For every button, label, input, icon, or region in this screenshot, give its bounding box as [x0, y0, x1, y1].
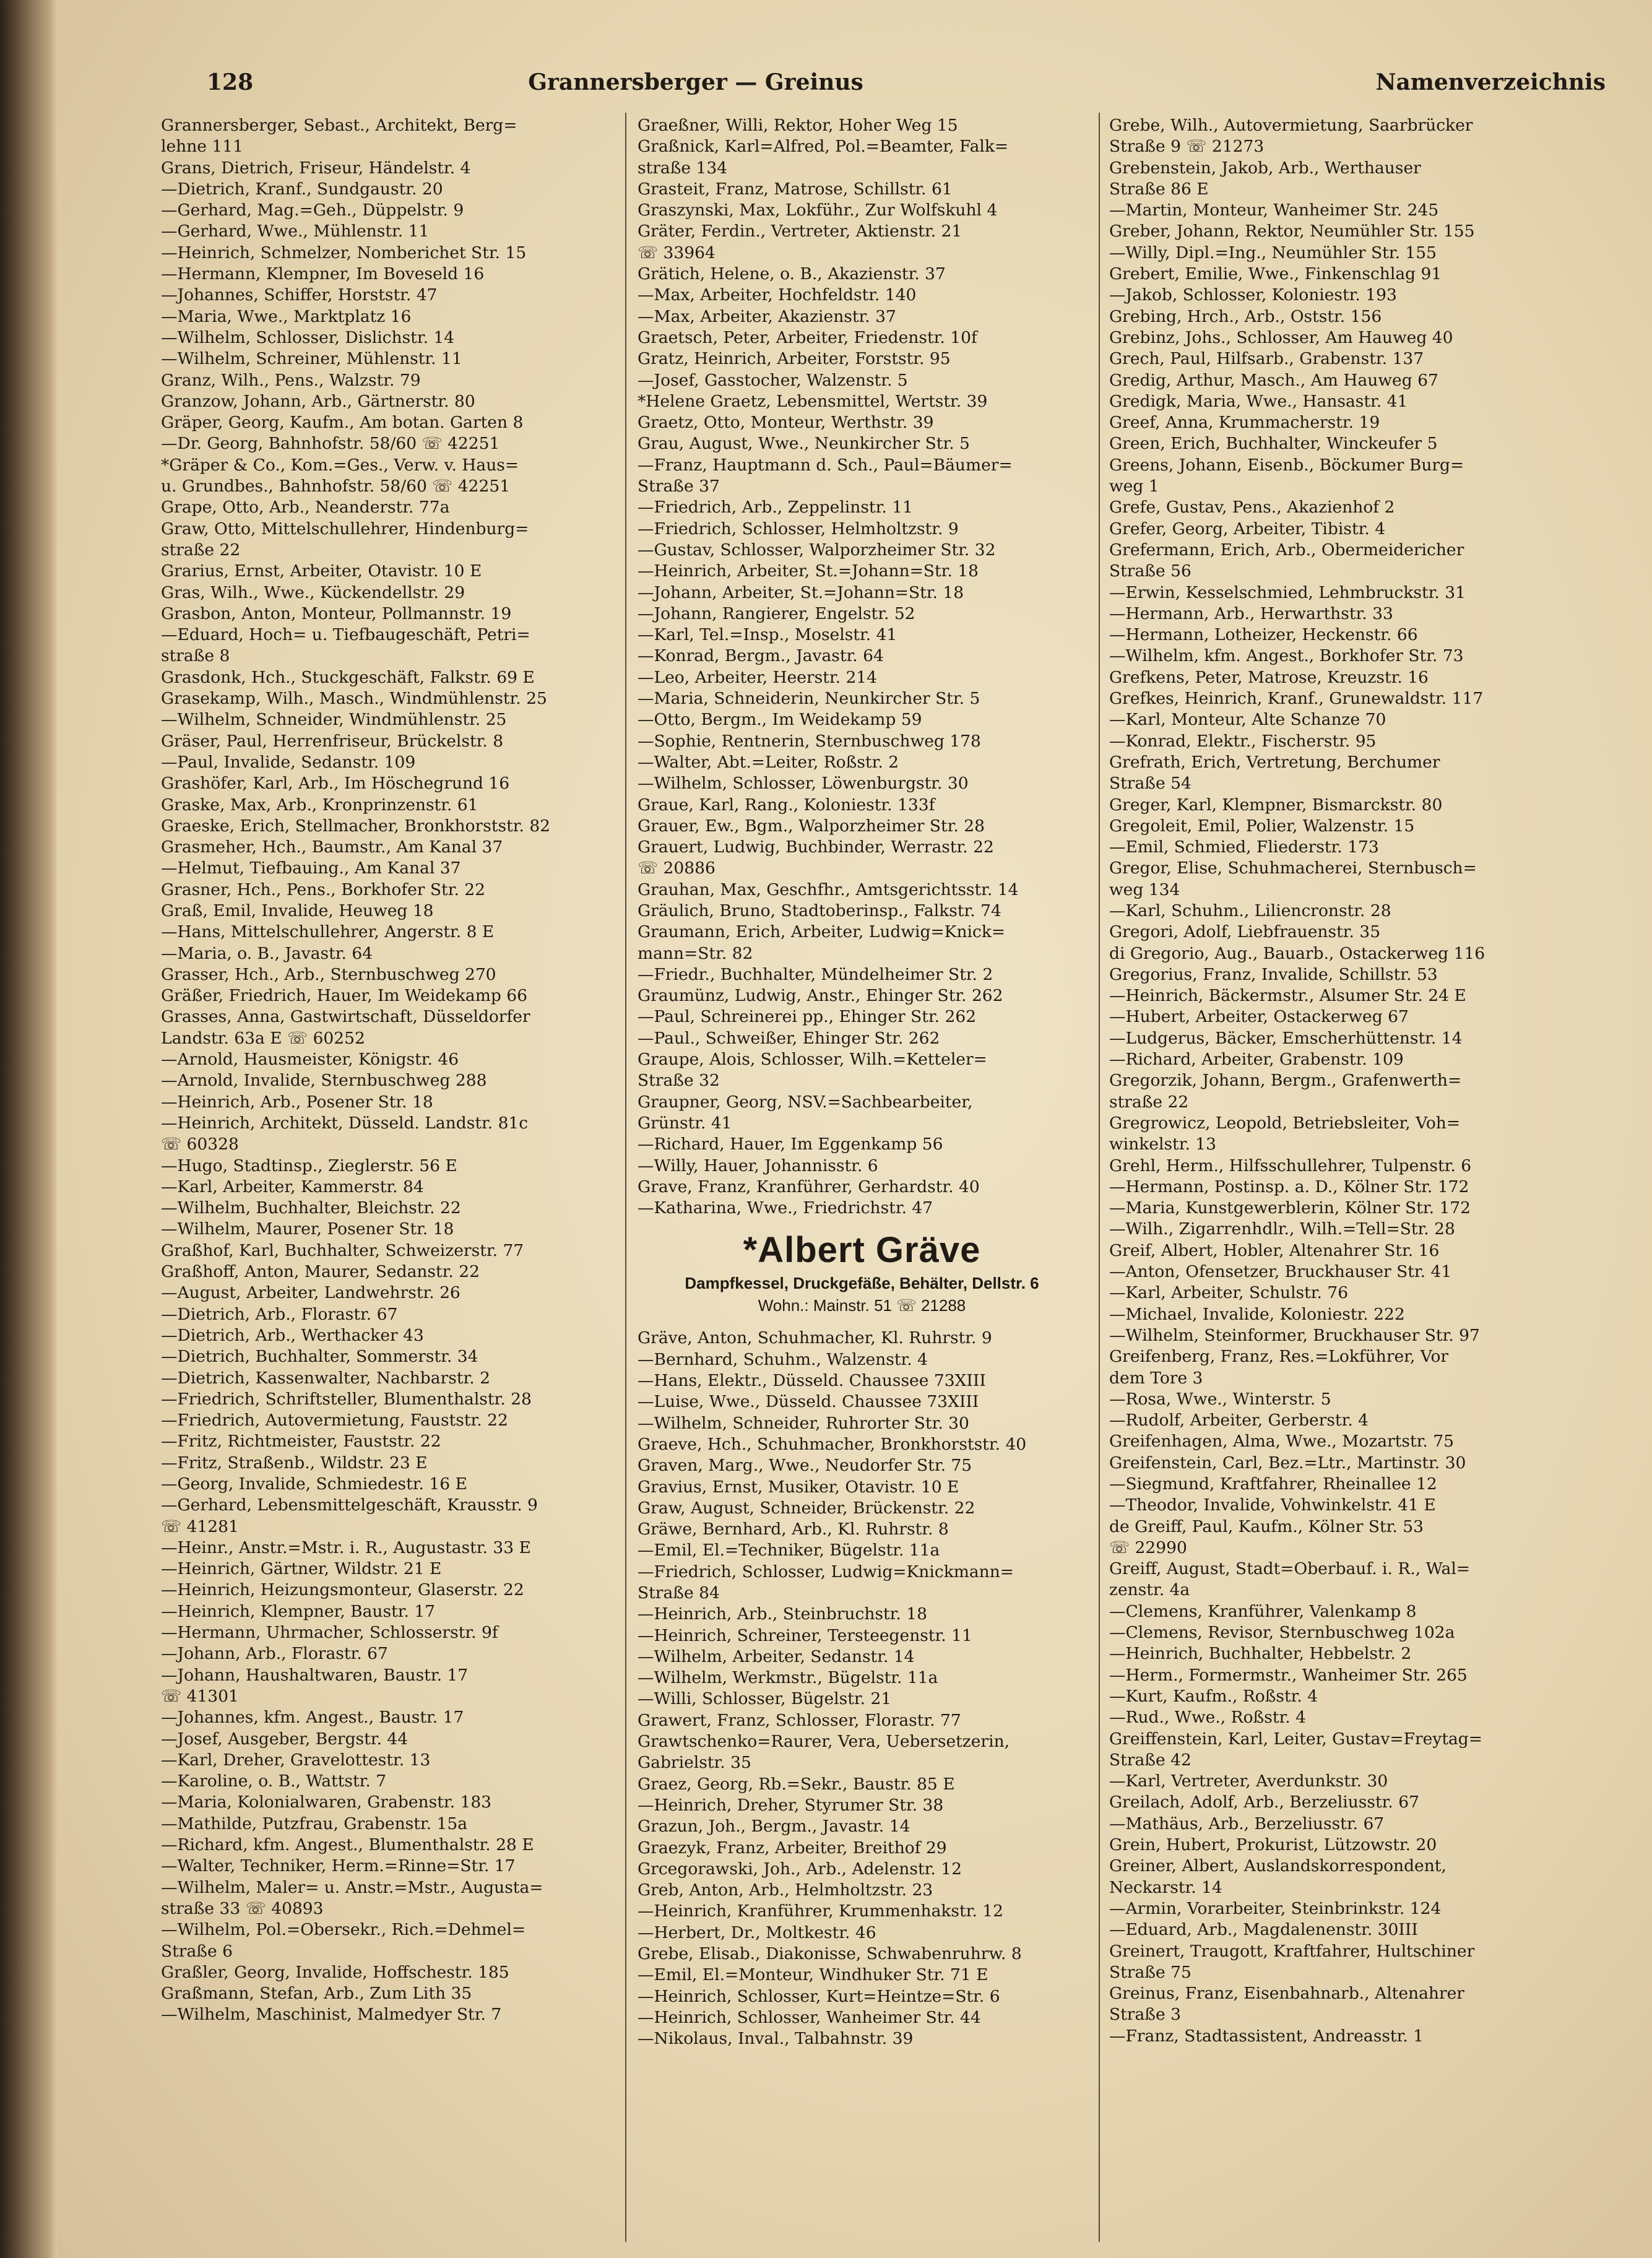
directory-entry: —Richard, Arbeiter, Grabenstr. 109: [1109, 1050, 1404, 1070]
directory-entry: Grefkes, Heinrich, Kranf., Grunewaldstr. 117: [1109, 689, 1484, 709]
directory-entry: Gras, Wilh., Wwe., Kückendellstr. 29: [161, 582, 465, 602]
directory-entry: Gräter, Ferdin., Vertreter, Aktienstr. 21: [638, 222, 962, 241]
directory-entry: —Josef, Gasstocher, Walzenstr. 5: [638, 370, 908, 390]
directory-entry: Green, Erich, Buchhalter, Winckeufer 5: [1109, 434, 1438, 454]
section-title: Namenverzeichnis: [1375, 69, 1606, 95]
directory-entry: Greens, Johann, Eisenb., Böckumer Burg=: [1109, 455, 1464, 475]
directory-entry: —Willy, Hauer, Johannisstr. 6: [638, 1156, 878, 1175]
directory-entry: —Walter, Techniker, Herm.=Rinne=Str. 17: [161, 1856, 516, 1876]
directory-entry: ☏ 33964: [638, 243, 716, 262]
directory-entry: —Hans, Mittelschullehrer, Angerstr. 8 E: [161, 922, 495, 942]
directory-entry: —Friedr., Buchhalter, Mündelheimer Str. 2: [638, 964, 993, 984]
directory-entry: straße 33 ☏ 40893: [161, 1898, 324, 1918]
directory-entry: Grefrath, Erich, Vertretung, Berchumer: [1109, 752, 1440, 772]
directory-entry: Grasekamp, Wilh., Masch., Windmühlenstr. 25: [161, 689, 547, 709]
directory-entry: Grawtschenko=Raurer, Vera, Uebersetzerin,: [638, 1732, 1010, 1752]
directory-entry: —Karl, Arbeiter, Schulstr. 76: [1109, 1283, 1349, 1303]
directory-entry: Graßler, Georg, Invalide, Hoffschestr. 185: [161, 1962, 509, 1982]
directory-entry: —Nikolaus, Inval., Talbahnstr. 39: [638, 2029, 914, 2049]
directory-entry: —Johann, Rangierer, Engelstr. 52: [638, 603, 915, 623]
directory-entry: Straße 54: [1109, 774, 1191, 794]
directory-entry: —Richard, kfm. Angest., Blumenthalstr. 28 E: [161, 1835, 534, 1855]
directory-entry: —Karl, Schuhm., Liliencronstr. 28: [1109, 901, 1391, 920]
directory-entry: Graupner, Georg, NSV.=Sachbearbeiter,: [638, 1092, 973, 1112]
directory-entry: —Theodor, Invalide, Vohwinkelstr. 41 E: [1109, 1495, 1436, 1515]
directory-entry: Greef, Anna, Krummacherstr. 19: [1109, 413, 1380, 433]
directory-entry: Gregorius, Franz, Invalide, Schillstr. 53: [1109, 964, 1438, 984]
directory-entry: Grauert, Ludwig, Buchbinder, Werrastr. 22: [638, 837, 994, 857]
directory-entry: —Konrad, Bergm., Javastr. 64: [638, 646, 884, 666]
directory-entry: ☏ 41301: [161, 1686, 239, 1706]
directory-entry: Straße 37: [638, 477, 720, 496]
directory-entry: Graeßner, Willi, Rektor, Hoher Weg 15: [638, 116, 958, 135]
directory-entry: Gräve, Anton, Schuhmacher, Kl. Ruhrstr. 9: [638, 1328, 992, 1348]
directory-entry: —Johann, Arb., Florastr. 67: [161, 1644, 388, 1664]
directory-entry: Graetsch, Peter, Arbeiter, Friedenstr. 10f: [638, 327, 977, 347]
directory-entry: —Armin, Vorarbeiter, Steinbrinkstr. 124: [1109, 1898, 1442, 1918]
directory-entry: —Helmut, Tiefbauing., Am Kanal 37: [161, 859, 461, 878]
directory-entry: Graue, Karl, Rang., Koloniestr. 133f: [638, 795, 935, 815]
directory-entry: Straße 86 E: [1109, 179, 1209, 199]
directory-entry: —Katharina, Wwe., Friedrichstr. 47: [638, 1198, 933, 1218]
directory-entry: —Hermann, Postinsp. a. D., Kölner Str. 172: [1109, 1177, 1469, 1196]
directory-entry: —Wilh., Zigarrenhdlr., Wilh.=Tell=Str. 28: [1109, 1219, 1455, 1239]
directory-entry: Grazun, Joh., Bergm., Javastr. 14: [638, 1817, 910, 1836]
directory-entry: —Karoline, o. B., Wattstr. 7: [161, 1771, 387, 1791]
directory-entry: Neckarstr. 14: [1109, 1877, 1222, 1897]
directory-entry: —Dietrich, Arb., Florastr. 67: [161, 1304, 398, 1324]
directory-entry: —Friedrich, Schriftsteller, Blumenthalstr. 28: [161, 1389, 532, 1409]
directory-entry: Grasbon, Anton, Monteur, Pollmannstr. 19: [161, 603, 512, 623]
directory-entry: Grätich, Helene, o. B., Akazienstr. 37: [638, 264, 946, 284]
directory-entry: Graßnick, Karl=Alfred, Pol.=Beamter, Falk=: [638, 137, 1009, 157]
directory-entry: ☏ 60328: [161, 1135, 239, 1154]
directory-entry: Grebe, Wilh., Autovermietung, Saarbrücker: [1109, 116, 1473, 135]
directory-entry: zenstr. 4a: [1109, 1580, 1190, 1600]
ad-products: Dampfkessel, Druckgefäße, Behälter, Dellstr. 6: [685, 1274, 1039, 1293]
directory-entry: Straße 42: [1109, 1750, 1191, 1770]
directory-entry: —Walter, Abt.=Leiter, Roßstr. 2: [638, 752, 899, 772]
directory-entry: —Wilhelm, Schlosser, Dislichstr. 14: [161, 327, 455, 347]
directory-entry: Gräulich, Bruno, Stadtoberinsp., Falkstr. 74: [638, 901, 1001, 920]
directory-entry: —Leo, Arbeiter, Heerstr. 214: [638, 667, 878, 687]
directory-entry: Grein, Hubert, Prokurist, Lützowstr. 20: [1109, 1835, 1437, 1855]
directory-entry: —Hermann, Uhrmacher, Schlosserstr. 9f: [161, 1623, 498, 1643]
directory-entry: —Hans, Elektr., Düsseld. Chaussee 73XIII: [638, 1371, 986, 1391]
directory-entry: —Sophie, Rentnerin, Sternbuschweg 178: [638, 731, 981, 751]
directory-column-1: [161, 115, 610, 2244]
directory-entry: Greb, Anton, Arb., Helmholtzstr. 23: [638, 1880, 933, 1900]
directory-entry: —Heinrich, Schlosser, Kurt=Heintze=Str. 6: [638, 1986, 1000, 2006]
directory-entry: Gregrowicz, Leopold, Betriebsleiter, Voh=: [1109, 1113, 1461, 1133]
directory-entry: Straße 6: [161, 1941, 233, 1961]
directory-entry: —Dietrich, Kranf., Sundgaustr. 20: [161, 179, 443, 199]
directory-entry: —Wilhelm, Maurer, Posener Str. 18: [161, 1219, 454, 1239]
directory-entry: Grauer, Ew., Bgm., Walporzheimer Str. 28: [638, 816, 985, 836]
directory-entry: Graw, August, Schneider, Brückenstr. 22: [638, 1498, 975, 1518]
running-title: Grannersberger — Greinus: [528, 69, 863, 95]
directory-entry: —Wilhelm, Schlosser, Löwenburgstr. 30: [638, 774, 969, 794]
directory-entry: Grasteit, Franz, Matrose, Schillstr. 61: [638, 179, 953, 199]
directory-entry: Gravius, Ernst, Musiker, Otavistr. 10 E: [638, 1477, 959, 1497]
column-2-entries-top: [638, 115, 1086, 1219]
directory-entry: weg 134: [1109, 880, 1180, 899]
directory-entry: Greifenberg, Franz, Res.=Lokführer, Vor: [1109, 1347, 1449, 1367]
directory-entry: —Georg, Invalide, Schmiedestr. 16 E: [161, 1474, 467, 1494]
directory-entry: —Dr. Georg, Bahnhofstr. 58/60 ☏ 42251: [161, 434, 500, 454]
directory-entry: —Eduard, Hoch= u. Tiefbaugeschäft, Petri=: [161, 625, 530, 645]
directory-entry: Gräßer, Friedrich, Hauer, Im Weidekamp 66: [161, 986, 527, 1006]
directory-entry: Grape, Otto, Arb., Neanderstr. 77a: [161, 498, 450, 517]
directory-entry: —Otto, Bergm., Im Weidekamp 59: [638, 710, 922, 730]
directory-entry: —Johann, Haushaltwaren, Baustr. 17: [161, 1665, 469, 1685]
directory-entry: —Wilhelm, kfm. Angest., Borkhofer Str. 73: [1109, 646, 1464, 666]
directory-entry: Gredig, Arthur, Masch., Am Hauweg 67: [1109, 370, 1438, 390]
directory-entry: —Hermann, Lotheizer, Heckenstr. 66: [1109, 625, 1418, 645]
directory-entry: —Michael, Invalide, Koloniestr. 222: [1109, 1304, 1405, 1324]
directory-entry: —Maria, Kolonialwaren, Grabenstr. 183: [161, 1793, 492, 1812]
directory-entry: —Luise, Wwe., Düsseld. Chaussee 73XIII: [638, 1392, 979, 1412]
directory-entry: —Gerhard, Lebensmittelgeschäft, Krausstr. 9: [161, 1495, 538, 1515]
directory-entry: Greinert, Traugott, Kraftfahrer, Hultschiner: [1109, 1941, 1475, 1961]
directory-entry: —Wilhelm, Steinformer, Bruckhauser Str. 97: [1109, 1325, 1480, 1345]
directory-entry: —Maria, Wwe., Marktplatz 16: [161, 306, 412, 326]
directory-entry: —Franz, Hauptmann d. Sch., Paul=Bäumer=: [638, 455, 1013, 475]
directory-entry: —Friedrich, Arb., Zeppelinstr. 11: [638, 498, 913, 517]
directory-entry: Straße 56: [1109, 561, 1191, 581]
directory-entry: —Anton, Ofensetzer, Bruckhauser Str. 41: [1109, 1262, 1452, 1282]
directory-entry: Grefe, Gustav, Pens., Akazienhof 2: [1109, 498, 1395, 517]
directory-entry: Grarius, Ernst, Arbeiter, Otavistr. 10 E: [161, 561, 482, 581]
directory-entry: Greilach, Adolf, Arb., Berzeliusstr. 67: [1109, 1793, 1419, 1812]
directory-entry: *Helene Graetz, Lebensmittel, Wertstr. 39: [638, 391, 988, 411]
directory-entry: —Heinrich, Gärtner, Wildstr. 21 E: [161, 1559, 442, 1579]
directory-entry: —Hubert, Arbeiter, Ostackerweg 67: [1109, 1007, 1409, 1027]
directory-entry: —Heinrich, Heizungsmonteur, Glaserstr. 22: [161, 1580, 524, 1600]
directory-entry: —Paul., Schweißer, Ehinger Str. 262: [638, 1028, 940, 1048]
page-header: [207, 69, 1606, 108]
directory-entry: Graß, Emil, Invalide, Heuweg 18: [161, 901, 434, 920]
directory-entry: —Wilhelm, Buchhalter, Bleichstr. 22: [161, 1198, 461, 1218]
directory-entry: Graupe, Alois, Schlosser, Wilh.=Ketteler=: [638, 1050, 987, 1070]
directory-entry: straße 22: [1109, 1092, 1189, 1112]
directory-entry: Gräwe, Bernhard, Arb., Kl. Ruhrstr. 8: [638, 1520, 949, 1539]
directory-entry: Gredigk, Maria, Wwe., Hansastr. 41: [1109, 391, 1408, 411]
directory-entry: Grünstr. 41: [638, 1113, 732, 1133]
directory-entry: Grau, August, Wwe., Neunkircher Str. 5: [638, 434, 970, 454]
directory-entry: —Heinrich, Dreher, Styrumer Str. 38: [638, 1795, 944, 1815]
directory-entry: —Mathäus, Arb., Berzeliusstr. 67: [1109, 1814, 1385, 1833]
directory-entry: Grebert, Emilie, Wwe., Finkenschlag 91: [1109, 264, 1442, 284]
directory-entry: Greifenstein, Carl, Bez.=Ltr., Martinstr. 30: [1109, 1453, 1466, 1473]
directory-entry: Graezyk, Franz, Arbeiter, Breithof 29: [638, 1838, 947, 1858]
directory-entry: —Karl, Vertreter, Averdunkstr. 30: [1109, 1771, 1388, 1791]
directory-entry: Grans, Dietrich, Friseur, Händelstr. 4: [161, 158, 471, 178]
directory-entry: —Johannes, kfm. Angest., Baustr. 17: [161, 1708, 464, 1728]
directory-entry: —Rudolf, Arbeiter, Gerberstr. 4: [1109, 1411, 1369, 1430]
directory-entry: winkelstr. 13: [1109, 1135, 1217, 1154]
directory-entry: Graw, Otto, Mittelschullehrer, Hindenburg=: [161, 519, 529, 539]
directory-entry: —Wilhelm, Maschinist, Malmedyer Str. 7: [161, 2005, 502, 2025]
directory-entry: —Hermann, Klempner, Im Boveseld 16: [161, 264, 485, 284]
directory-entry: —Heinrich, Schmelzer, Nomberichet Str. 15: [161, 243, 527, 262]
directory-entry: —Karl, Dreher, Gravelottestr. 13: [161, 1750, 431, 1770]
directory-entry: Grebing, Hrch., Arb., Oststr. 156: [1109, 306, 1382, 326]
directory-entry: —Karl, Tel.=Insp., Moselstr. 41: [638, 625, 897, 645]
directory-entry: —Gerhard, Wwe., Mühlenstr. 11: [161, 222, 430, 241]
directory-entry: Grashöfer, Karl, Arb., Im Höschegrund 16: [161, 774, 510, 794]
directory-entry: —Dietrich, Buchhalter, Sommerstr. 34: [161, 1347, 478, 1367]
directory-entry: Gregoleit, Emil, Polier, Walzenstr. 15: [1109, 816, 1415, 836]
directory-entry: —Heinrich, Schreiner, Tersteegenstr. 11: [638, 1625, 972, 1645]
directory-entry: —Herm., Formermstr., Wanheimer Str. 265: [1109, 1665, 1468, 1685]
directory-entry: —Clemens, Revisor, Sternbuschweg 102a: [1109, 1623, 1455, 1643]
directory-entry: Graetz, Otto, Monteur, Werthstr. 39: [638, 413, 934, 433]
book-binding: [0, 0, 57, 2258]
directory-entry: Grebenstein, Jakob, Arb., Werthauser: [1109, 158, 1421, 178]
directory-entry: —Hugo, Stadtinsp., Zieglerstr. 56 E: [161, 1156, 457, 1175]
directory-entry: Graszynski, Max, Lokführ., Zur Wolfskuhl 4: [638, 201, 998, 220]
directory-entry: Grasdonk, Hch., Stuckgeschäft, Falkstr. 69 E: [161, 667, 535, 687]
directory-entry: —Erwin, Kesselschmied, Lehmbruckstr. 31: [1109, 582, 1466, 602]
directory-entry: —Emil, El.=Techniker, Bügelstr. 11a: [638, 1541, 940, 1560]
directory-entry: Graßmann, Stefan, Arb., Zum Lith 35: [161, 1984, 472, 2004]
directory-entry: —Paul, Invalide, Sedanstr. 109: [161, 752, 416, 772]
directory-entry: Grebinz, Johs., Schlosser, Am Hauweg 40: [1109, 327, 1453, 347]
directory-entry: —Paul, Schreinerei pp., Ehinger Str. 262: [638, 1007, 977, 1027]
directory-entry: u. Grundbes., Bahnhofstr. 58/60 ☏ 42251: [161, 477, 511, 496]
directory-entry: Grebe, Elisab., Diakonisse, Schwabenruhrw. 8: [638, 1944, 1022, 1964]
directory-entry: —Konrad, Elektr., Fischerstr. 95: [1109, 731, 1377, 751]
directory-entry: Gabrielstr. 35: [638, 1753, 751, 1773]
directory-entry: —Max, Arbeiter, Akazienstr. 37: [638, 306, 896, 326]
directory-entry: —Johann, Arbeiter, St.=Johann=Str. 18: [638, 582, 964, 602]
directory-entry: Straße 75: [1109, 1962, 1191, 1982]
directory-entry: Grefer, Georg, Arbeiter, Tibistr. 4: [1109, 519, 1386, 539]
directory-entry: —Jakob, Schlosser, Koloniestr. 193: [1109, 285, 1397, 305]
directory-entry: —Rud., Wwe., Roßstr. 4: [1109, 1708, 1306, 1728]
directory-entry: Grasses, Anna, Gastwirtschaft, Düsseldorfer: [161, 1007, 530, 1027]
directory-entry: —Heinrich, Arb., Posener Str. 18: [161, 1092, 433, 1112]
directory-entry: Grauhan, Max, Geschfhr., Amtsgerichtsstr. 14: [638, 880, 1019, 899]
directory-entry: —Wilhelm, Schneider, Ruhrorter Str. 30: [638, 1413, 969, 1433]
directory-entry: —Clemens, Kranführer, Valenkamp 8: [1109, 1601, 1417, 1621]
directory-entry: Gregor, Elise, Schuhmacherei, Sternbusch=: [1109, 859, 1477, 878]
directory-entry: —Heinrich, Buchhalter, Hebbelstr. 2: [1109, 1644, 1412, 1664]
directory-entry: —Emil, El.=Monteur, Windhuker Str. 71 E: [638, 1965, 988, 1985]
directory-entry: —Heinrich, Kranführer, Krummenhakstr. 12: [638, 1901, 1003, 1921]
directory-entry: Grasmeher, Hch., Baumstr., Am Kanal 37: [161, 837, 503, 857]
directory-column-3: [1109, 115, 1604, 2244]
directory-entry: Graumünz, Ludwig, Anstr., Ehinger Str. 262: [638, 986, 1003, 1006]
directory-entry: —Heinrich, Arbeiter, St.=Johann=Str. 18: [638, 561, 979, 581]
directory-entry: Grasner, Hch., Pens., Borkhofer Str. 22: [161, 880, 486, 899]
directory-entry: lehne 111: [161, 137, 243, 157]
advertisement-albert-graeve: [638, 1229, 1086, 1317]
directory-entry: straße 134: [638, 158, 728, 178]
directory-entry: —Richard, Hauer, Im Eggenkamp 56: [638, 1135, 943, 1154]
directory-entry: —Mathilde, Putzfrau, Grabenstr. 15a: [161, 1814, 468, 1833]
directory-entry: —Heinrich, Architekt, Düsseld. Landstr. 81c: [161, 1113, 529, 1133]
directory-entry: weg 1: [1109, 477, 1159, 496]
directory-entry: —Bernhard, Schuhm., Walzenstr. 4: [638, 1349, 928, 1369]
directory-entry: Graßhoff, Anton, Maurer, Sedanstr. 22: [161, 1262, 480, 1282]
directory-entry: —Johannes, Schiffer, Horststr. 47: [161, 285, 438, 305]
directory-entry: Straße 32: [638, 1071, 720, 1091]
directory-entry: Landstr. 63a E ☏ 60252: [161, 1028, 365, 1048]
directory-entry: Greifenhagen, Alma, Wwe., Mozartstr. 75: [1109, 1432, 1454, 1451]
directory-entry: —Willi, Schlosser, Bügelstr. 21: [638, 1689, 892, 1709]
directory-entry: —Max, Arbeiter, Hochfeldstr. 140: [638, 285, 917, 305]
directory-entry: Granz, Wilh., Pens., Walzstr. 79: [161, 370, 421, 390]
directory-entry: —Wilhelm, Schreiner, Mühlenstr. 11: [161, 349, 462, 369]
directory-entry: —Gerhard, Mag.=Geh., Düppelstr. 9: [161, 201, 464, 220]
directory-entry: Straße 84: [638, 1583, 720, 1603]
directory-entry: —Maria, Schneiderin, Neunkircher Str. 5: [638, 689, 980, 709]
directory-entry: straße 8: [161, 646, 230, 666]
ad-company-name: *Albert Gräve: [743, 1230, 981, 1271]
directory-entry: —Josef, Ausgeber, Bergstr. 44: [161, 1729, 409, 1749]
directory-entry: —Heinrich, Schlosser, Wanheimer Str. 44: [638, 2007, 981, 2027]
directory-entry: —Gustav, Schlosser, Walporzheimer Str. 32: [638, 540, 996, 560]
directory-entry: —Friedrich, Autovermietung, Fauststr. 22: [161, 1411, 508, 1430]
directory-entry: Gräper, Georg, Kaufm., Am botan. Garten 8: [161, 413, 524, 433]
column-rule: [1099, 113, 1100, 2242]
column-rule: [625, 113, 626, 2242]
directory-entry: —Wilhelm, Werkmstr., Bügelstr. 11a: [638, 1668, 938, 1688]
directory-entry: Greinus, Franz, Eisenbahnarb., Altenahrer: [1109, 1984, 1464, 2004]
directory-entry: —Wilhelm, Schneider, Windmühlenstr. 25: [161, 710, 507, 730]
directory-entry: Greiff, August, Stadt=Oberbauf. i. R., Wal=: [1109, 1559, 1471, 1579]
directory-entry: Graske, Max, Arb., Kronprinzenstr. 61: [161, 795, 478, 815]
directory-entry: Grave, Franz, Kranführer, Gerhardstr. 40: [638, 1177, 980, 1196]
directory-entry: Straße 9 ☏ 21273: [1109, 137, 1265, 157]
directory-entry: Straße 3: [1109, 2005, 1181, 2025]
directory-entry: Greif, Albert, Hobler, Altenahrer Str. 16: [1109, 1240, 1440, 1260]
directory-entry: —Wilhelm, Arbeiter, Sedanstr. 14: [638, 1646, 915, 1666]
directory-entry: —Wilhelm, Pol.=Obersekr., Rich.=Dehmel=: [161, 1920, 526, 1940]
directory-entry: —Fritz, Richtmeister, Fauststr. 22: [161, 1432, 441, 1451]
directory-entry: —Rosa, Wwe., Winterstr. 5: [1109, 1389, 1331, 1409]
directory-entry: de Greiff, Paul, Kaufm., Kölner Str. 53: [1109, 1516, 1424, 1536]
directory-entry: mann=Str. 82: [638, 943, 753, 963]
directory-entry: —Friedrich, Schlosser, Ludwig=Knickmann=: [638, 1562, 1014, 1581]
directory-entry: ☏ 20886: [638, 859, 716, 878]
directory-entry: —Arnold, Hausmeister, Königstr. 46: [161, 1050, 459, 1070]
directory-entry: ☏ 41281: [161, 1516, 239, 1536]
directory-entry: Grannersberger, Sebast., Architekt, Berg=: [161, 116, 517, 135]
directory-entry: Graeske, Erich, Stellmacher, Bronkhorststr. 82: [161, 816, 551, 836]
directory-entry: Gräser, Paul, Herrenfriseur, Brückelstr. 8: [161, 731, 504, 751]
directory-entry: Graumann, Erich, Arbeiter, Ludwig=Knick=: [638, 922, 1006, 942]
directory-entry: Graez, Georg, Rb.=Sekr., Baustr. 85 E: [638, 1774, 955, 1794]
directory-entry: —Dietrich, Arb., Werthacker 43: [161, 1325, 424, 1345]
directory-entry: Greiffenstein, Karl, Leiter, Gustav=Freytag=: [1109, 1729, 1482, 1749]
directory-entry: —Arnold, Invalide, Sternbuschweg 288: [161, 1071, 487, 1091]
directory-entry: —Emil, Schmied, Fliederstr. 173: [1109, 837, 1379, 857]
directory-entry: Graeve, Hch., Schuhmacher, Bronkhorststr. 40: [638, 1434, 1027, 1454]
directory-entry: —Maria, Kunstgewerblerin, Kölner Str. 172: [1109, 1198, 1471, 1218]
directory-entry: Granzow, Johann, Arb., Gärtnerstr. 80: [161, 391, 475, 411]
directory-entry: Greger, Karl, Klempner, Bismarckstr. 80: [1109, 795, 1443, 815]
directory-entry: Grehl, Herm., Hilfsschullehrer, Tulpenstr. 6: [1109, 1156, 1472, 1175]
directory-entry: —Friedrich, Schlosser, Helmholtzstr. 9: [638, 519, 959, 539]
directory-entry: —Heinrich, Klempner, Baustr. 17: [161, 1601, 436, 1621]
directory-entry: Gregorzik, Johann, Bergm., Grafenwerth=: [1109, 1071, 1462, 1091]
directory-entry: —Dietrich, Kassenwalter, Nachbarstr. 2: [161, 1368, 490, 1388]
directory-entry: Gregori, Adolf, Liebfrauenstr. 35: [1109, 922, 1381, 942]
directory-entry: Grawert, Franz, Schlosser, Florastr. 77: [638, 1710, 961, 1730]
directory-entry: Grasser, Hch., Arb., Sternbuschweg 270: [161, 964, 496, 984]
directory-entry: —Wilhelm, Maler= u. Anstr.=Mstr., Augusta=: [161, 1877, 543, 1897]
directory-entry: —Heinrich, Bäckermstr., Alsumer Str. 24 E: [1109, 986, 1466, 1006]
directory-entry: —Heinrich, Arb., Steinbruchstr. 18: [638, 1604, 927, 1624]
directory-entry: —Martin, Monteur, Wanheimer Str. 245: [1109, 201, 1439, 220]
directory-entry: —Maria, o. B., Javastr. 64: [161, 943, 373, 963]
directory-entry: —Karl, Arbeiter, Kammerstr. 84: [161, 1177, 424, 1196]
directory-entry: Grefkens, Peter, Matrose, Kreuzstr. 16: [1109, 667, 1429, 687]
directory-entry: Gratz, Heinrich, Arbeiter, Forststr. 95: [638, 349, 951, 369]
directory-entry: *Gräper & Co., Kom.=Ges., Verw. v. Haus=: [161, 455, 519, 475]
directory-entry: straße 22: [161, 540, 241, 560]
directory-entry: —August, Arbeiter, Landwehrstr. 26: [161, 1283, 461, 1303]
directory-entry: Greber, Johann, Rektor, Neumühler Str. 155: [1109, 222, 1475, 241]
directory-entry: —Hermann, Arb., Herwarthstr. 33: [1109, 603, 1393, 623]
directory-entry: Grech, Paul, Hilfsarb., Grabenstr. 137: [1109, 349, 1424, 369]
directory-entry: —Herbert, Dr., Moltkestr. 46: [638, 1923, 876, 1942]
page-number: 128: [207, 69, 254, 95]
directory-column-2: [638, 115, 1086, 2244]
directory-entry: —Heinr., Anstr.=Mstr. i. R., Augustastr. 33 E: [161, 1538, 531, 1557]
directory-entry: —Willy, Dipl.=Ing., Neumühler Str. 155: [1109, 243, 1437, 262]
directory-entry: —Ludgerus, Bäcker, Emscherhüttenstr. 14: [1109, 1028, 1463, 1048]
directory-entry: Graßhof, Karl, Buchhalter, Schweizerstr. 77: [161, 1240, 524, 1260]
directory-entry: —Siegmund, Kraftfahrer, Rheinallee 12: [1109, 1474, 1437, 1494]
column-2-entries-bottom: [638, 1328, 1086, 2049]
directory-entry: —Franz, Stadtassistent, Andreasstr. 1: [1109, 2026, 1424, 2046]
directory-entry: —Karl, Monteur, Alte Schanze 70: [1109, 710, 1386, 730]
directory-entry: Greiner, Albert, Auslandskorrespondent,: [1109, 1856, 1447, 1876]
directory-entry: Grcegorawski, Joh., Arb., Adelenstr. 12: [638, 1859, 962, 1879]
directory-entry: —Eduard, Arb., Magdalenenstr. 30III: [1109, 1920, 1418, 1940]
ad-address: Wohn.: Mainstr. 51 ☏ 21288: [758, 1296, 966, 1315]
directory-entry: Grefermann, Erich, Arb., Obermeidericher: [1109, 540, 1464, 560]
directory-entry: —Fritz, Straßenb., Wildstr. 23 E: [161, 1453, 428, 1473]
directory-entry: Graven, Marg., Wwe., Neudorfer Str. 75: [638, 1456, 972, 1476]
directory-entry: ☏ 22990: [1109, 1538, 1187, 1557]
directory-entry: dem Tore 3: [1109, 1368, 1203, 1388]
directory-entry: —Kurt, Kaufm., Roßstr. 4: [1109, 1686, 1318, 1706]
directory-entry: di Gregorio, Aug., Bauarb., Ostackerweg 116: [1109, 943, 1486, 963]
